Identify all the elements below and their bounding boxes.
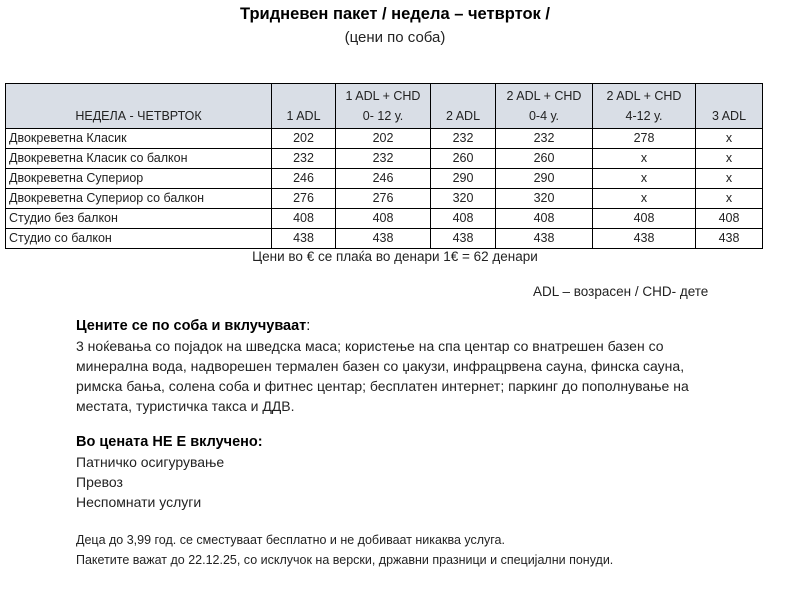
price-cell: x	[696, 189, 763, 209]
excluded-heading: Во цената НЕ Е вклучено:	[76, 434, 263, 450]
header-line-2: 4-12 у.	[625, 109, 663, 123]
included-heading	[76, 316, 736, 336]
room-type-cell: Двокреветна Супериор	[6, 169, 272, 189]
header-line-2: 3 ADL	[711, 109, 747, 123]
price-cell: 408	[336, 209, 431, 229]
room-type-cell: Двокреветна Супериор со балкон	[6, 189, 272, 209]
header-room-type	[6, 84, 272, 129]
room-type-cell: Студио со балкон	[6, 229, 272, 249]
price-cell: x	[593, 169, 696, 189]
abbreviation-legend: ADL – возрасен / CHD- дете	[533, 284, 709, 299]
footnotes	[76, 530, 613, 570]
included-heading-text: Цените се по соба и вклучуваат	[76, 318, 307, 334]
price-cell: x	[696, 169, 763, 189]
price-cell: 320	[431, 189, 496, 209]
price-cell: 202	[336, 129, 431, 149]
header-occupancy	[496, 84, 593, 129]
included-heading-colon: :	[306, 318, 311, 334]
header-line-1	[9, 86, 268, 106]
excluded-section	[76, 432, 736, 512]
excluded-item: Превоз	[76, 474, 123, 490]
price-table	[5, 83, 763, 249]
price-cell: 232	[431, 129, 496, 149]
price-cell: 232	[496, 129, 593, 149]
table-body	[6, 129, 763, 249]
header-occupancy	[336, 84, 431, 129]
price-cell: 438	[496, 229, 593, 249]
price-cell: 438	[431, 229, 496, 249]
price-cell: 408	[272, 209, 336, 229]
header-line-1	[699, 86, 759, 106]
price-cell: x	[696, 149, 763, 169]
room-type-cell: Двокреветна Класик со балкон	[6, 149, 272, 169]
header-line-2: 0-4 у.	[528, 109, 559, 123]
price-cell: 232	[336, 149, 431, 169]
header-line-2: 2 ADL	[445, 109, 481, 123]
page-subtitle: (цени по соба)	[344, 29, 446, 46]
price-cell: 278	[593, 129, 696, 149]
currency-note: Цени во € се плаќа во денари 1€ = 62 денари	[252, 249, 538, 264]
price-cell: 438	[336, 229, 431, 249]
header-occupancy	[696, 84, 763, 129]
table-row	[6, 149, 763, 169]
header-line-1: 2 ADL + CHD	[606, 89, 682, 103]
header-line-1: 2 ADL + CHD	[506, 89, 582, 103]
price-cell: 408	[696, 209, 763, 229]
price-cell: 260	[431, 149, 496, 169]
price-cell: 290	[496, 169, 593, 189]
price-cell: 438	[272, 229, 336, 249]
header-line-1: 1 ADL + CHD	[345, 89, 421, 103]
header-line-1	[275, 86, 332, 106]
price-cell: x	[593, 189, 696, 209]
excluded-list	[76, 452, 736, 512]
table-row	[6, 209, 763, 229]
price-cell: 246	[336, 169, 431, 189]
included-line: римска бања, солена соба и фитнес центар; бесплатен интернет; паркинг до пополнување на	[76, 378, 689, 394]
header-occupancy	[272, 84, 336, 129]
price-cell: 202	[272, 129, 336, 149]
header-line-1	[434, 86, 492, 106]
table-row	[6, 169, 763, 189]
price-cell: 438	[696, 229, 763, 249]
table-row	[6, 229, 763, 249]
footnote-validity: Пакетите важат до 22.12.25, со исклучок на верски, државни празници и специјални понуди.	[76, 553, 614, 567]
price-cell: 276	[272, 189, 336, 209]
price-cell: 290	[431, 169, 496, 189]
price-cell: 276	[336, 189, 431, 209]
excluded-item: Неспомнати услуги	[76, 494, 202, 510]
header-line-2: НЕДЕЛА - ЧЕТВРТОК	[75, 109, 202, 123]
excluded-item: Патничко осигурување	[76, 454, 225, 470]
included-line: местата, туристичка такса и ДДВ.	[76, 398, 295, 414]
price-cell: 408	[593, 209, 696, 229]
room-type-cell: Двокреветна Класик	[6, 129, 272, 149]
header-occupancy	[431, 84, 496, 129]
table-row	[6, 189, 763, 209]
price-cell: 438	[593, 229, 696, 249]
price-cell: x	[593, 149, 696, 169]
price-cell: 408	[431, 209, 496, 229]
page-title: Тридневен пакет / недела – четврток /	[240, 5, 550, 23]
table-header-row	[6, 84, 763, 129]
price-cell: x	[696, 129, 763, 149]
price-cell: 246	[272, 169, 336, 189]
price-cell: 232	[272, 149, 336, 169]
header-line-2: 0- 12 у.	[362, 109, 404, 123]
footnote-children: Деца до 3,99 год. се сместуваат бесплатно и не добиваат никаква услуга.	[76, 533, 505, 547]
price-cell: 260	[496, 149, 593, 169]
header-occupancy	[593, 84, 696, 129]
table-row	[6, 129, 763, 149]
price-cell: 408	[496, 209, 593, 229]
included-section	[76, 316, 736, 416]
included-line: минерална вода, надворешен термален базен со џакузи, инфрацрвена сауна, финска сауна,	[76, 358, 685, 374]
price-cell: 320	[496, 189, 593, 209]
included-line: 3 ноќевања со појадок на шведска маса; користење на спа центар со внатрешен базен со	[76, 338, 664, 354]
room-type-cell: Студио без балкон	[6, 209, 272, 229]
header-line-2: 1 ADL	[286, 109, 321, 123]
